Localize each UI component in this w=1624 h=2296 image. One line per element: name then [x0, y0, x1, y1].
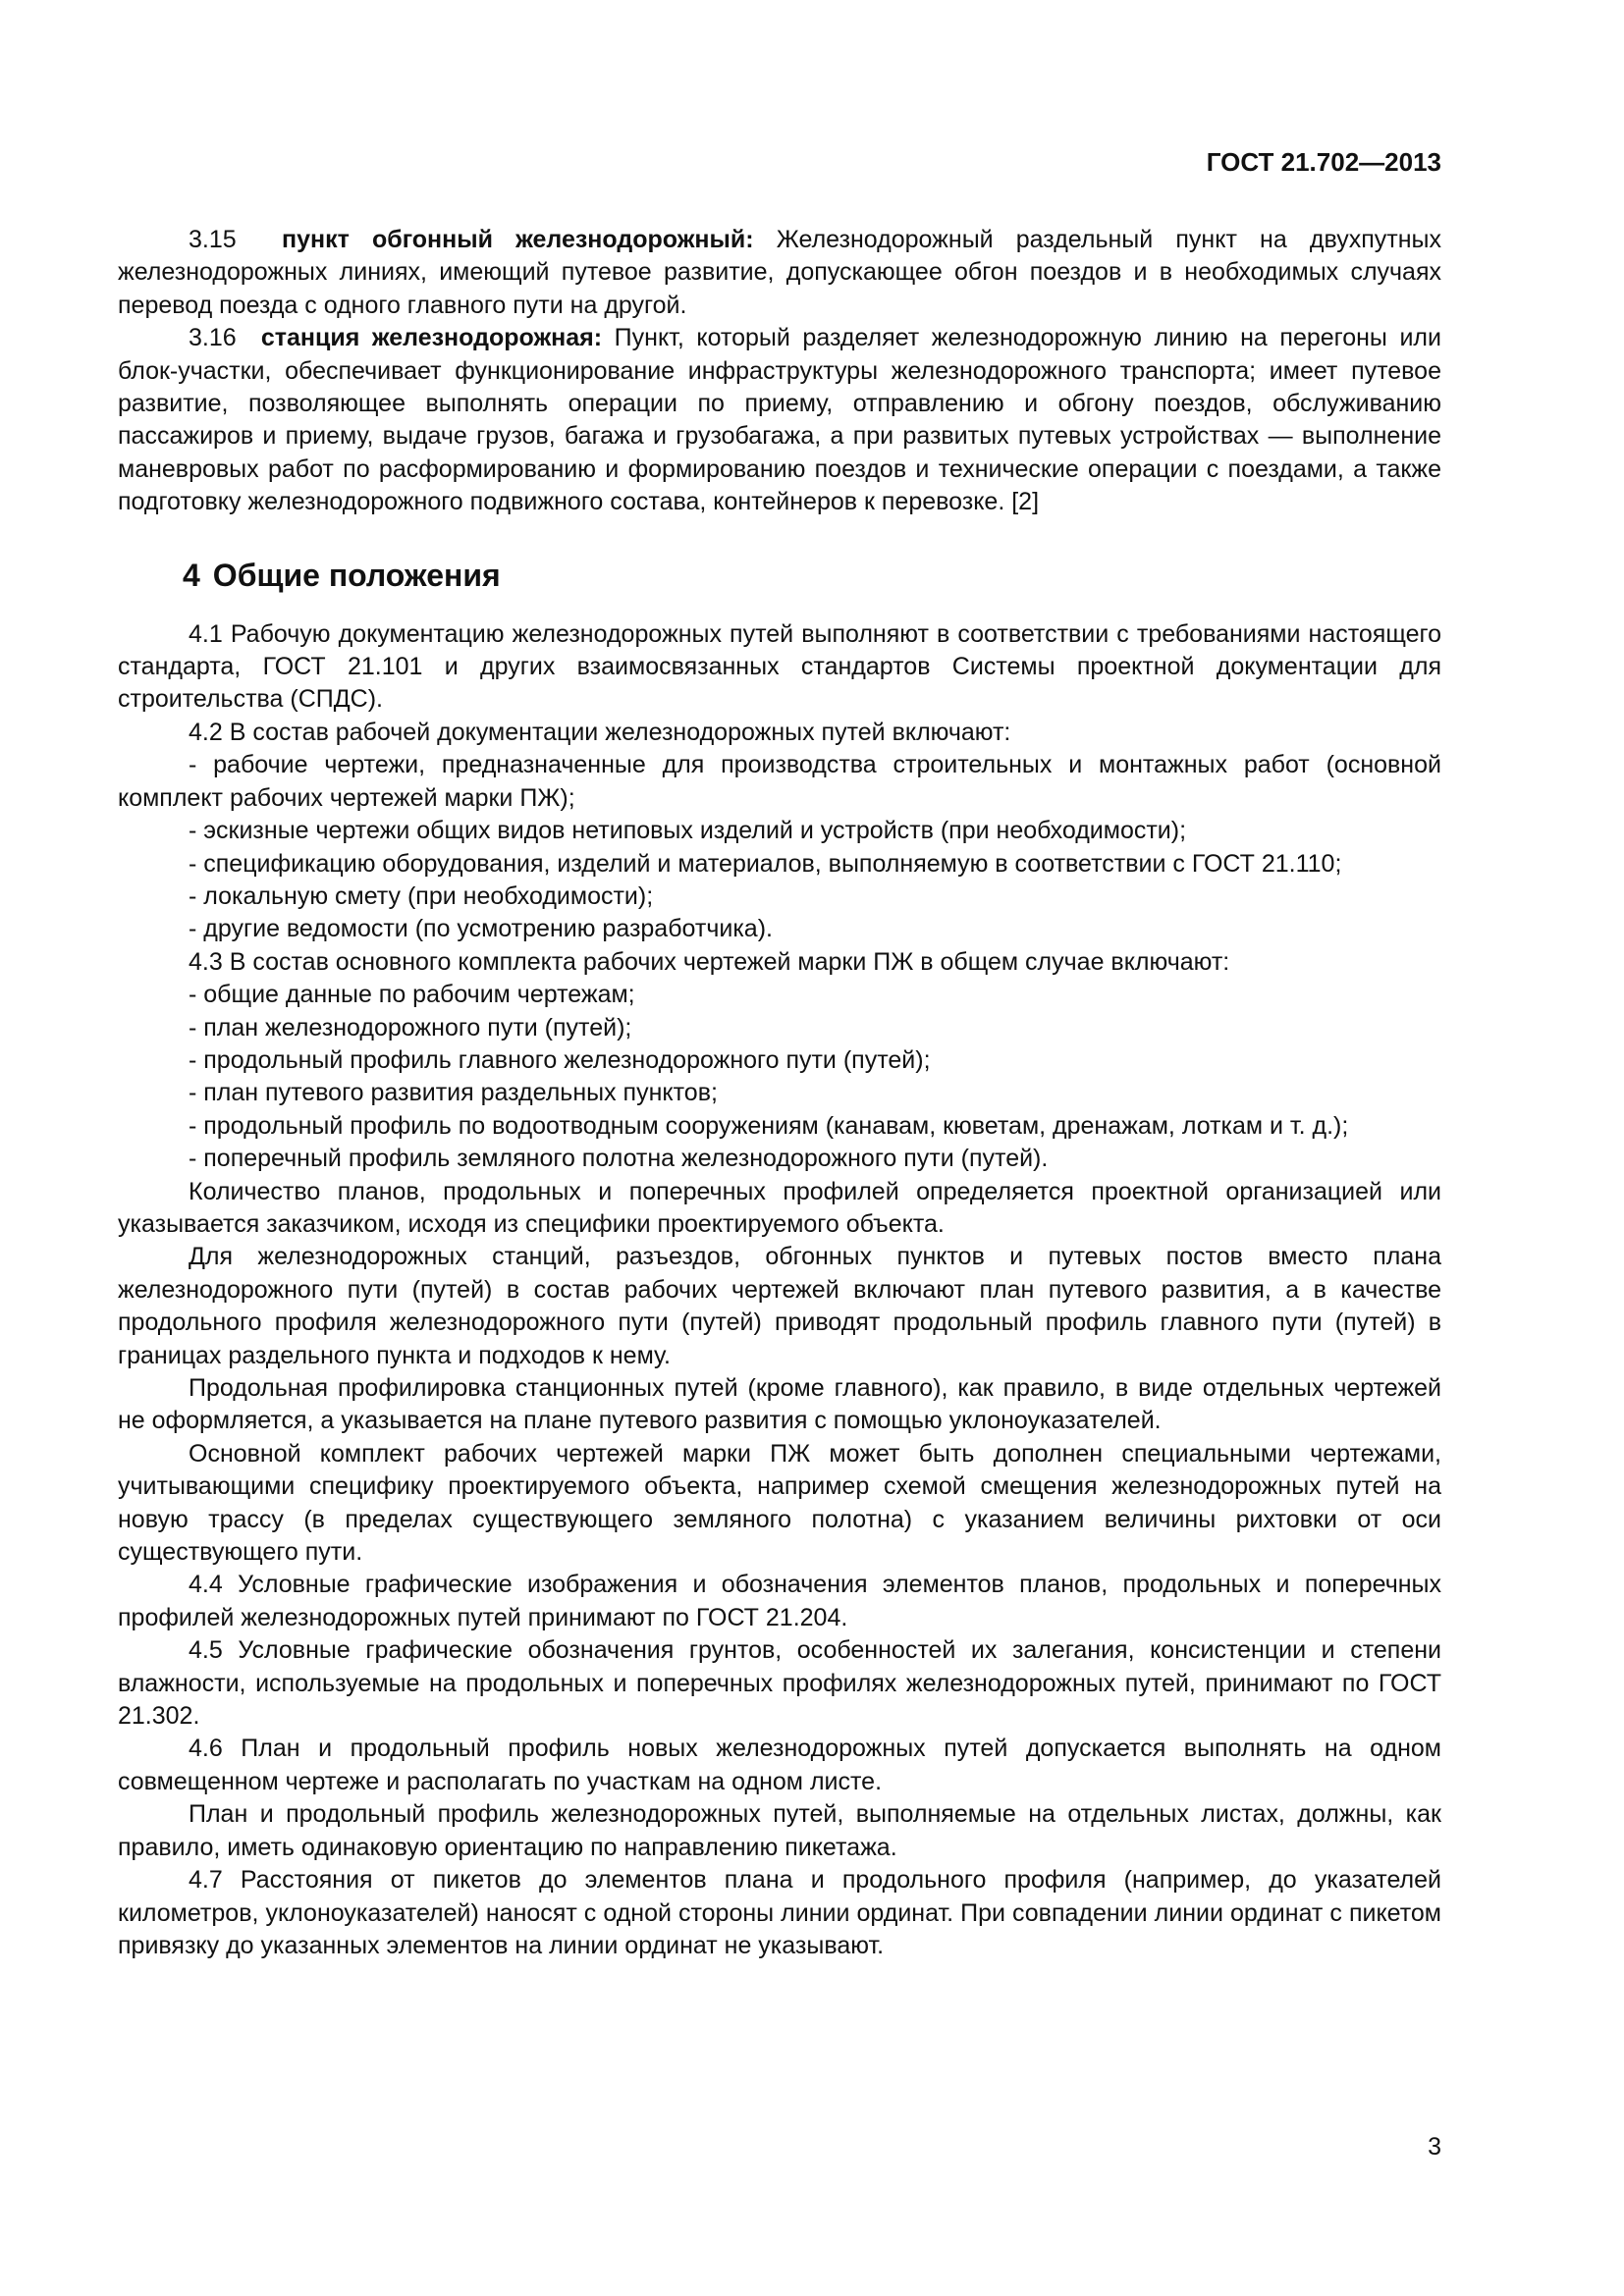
list-item: - продольный профиль по водоотводным сооружениям (канавам, кюветам, дренажам, лоткам и т. д.); [189, 1111, 1349, 1140]
definition-term: станция железнодорожная: [260, 324, 603, 352]
definition-3-15 [118, 224, 1441, 322]
list-item: - спецификацию оборудования, изделий и материалов, выполняемую в соответствии с ГОСТ 21.110; [189, 849, 1342, 878]
paragraph: Продольная профилировка станционных путей (кроме главного), как правило, в виде отдельных чертежей не оформляется, а указывается на плане путевого развития с помощью уклоноуказателей. [118, 1374, 1441, 1435]
paragraph: 4.5 Условные графические обозначения грунтов, особенностей их залегания, консистенции и степени влажности, используемые на продольных и поперечных профилях железнодорожных путей, принимают по ГОСТ 21.302. [118, 1636, 1441, 1731]
list-item: - поперечный профиль земляного полотна железнодорожного пути (путей). [189, 1145, 1049, 1173]
list-item: - общие данные по рабочим чертежам; [189, 981, 635, 1009]
definition-number: 3.16 [189, 324, 237, 352]
list-item: - эскизные чертежи общих видов нетиповых изделий и устройств (при необходимости); [189, 817, 1187, 845]
list-item: - другие ведомости (по усмотрению разработчика). [189, 915, 773, 943]
paragraph: 4.3 В состав основного комплекта рабочих чертежей марки ПЖ в общем случае включают: [189, 947, 1230, 976]
paragraph: 4.4 Условные графические изображения и обозначения элементов планов, продольных и поперечных профилей железнодорожных путей принимают по ГОСТ 21.204. [118, 1571, 1441, 1631]
list-item: - план путевого развития раздельных пунктов; [189, 1079, 718, 1107]
paragraph: План и продольный профиль железнодорожных путей, выполняемые на отдельных листах, должны, как правило, иметь одинаковую ориентацию по направлению пикетажа. [118, 1800, 1441, 1861]
paragraph: 4.1 Рабочую документацию железнодорожных путей выполняют в соответствии с требованиями настоящего стандарта, ГОСТ 21.101 и других взаимосвязанных стандартов Системы проектной документации для строительства (СПДС). [118, 619, 1441, 714]
list-item: - план железнодорожного пути (путей); [189, 1013, 632, 1041]
definition-text: Пункт, который разделяет железнодорожную линию на перегоны или блок-участки, обеспечивает функционирование инфраструктуры железнодорожного транспорта; имеет путевое развитие, позволяющее выполнять операции по приему, отправлению и обгону поездов, обслуживанию пассажиров и приему, выдаче грузов, багажа и грузобагажа, а при развитых путевых устройствах — выполнение маневровых работ по расформированию и формированию поездов и технические операции с поездами, а также подготовку железнодорожного подвижного состава, контейнеров к перевозке. [2] [118, 324, 1441, 516]
list-item: - локальную смету (при необходимости); [189, 881, 654, 910]
paragraph: Основной комплект рабочих чертежей марки ПЖ может быть дополнен специальными чертежами, учитывающими специфику проектируемого объекта, например схемой смещения железнодорожных путей на новую трассу (в пределах существующего земляного полотна) с указанием величины рихтовки от оси существующего пути. [118, 1439, 1441, 1567]
paragraph: 4.6 План и продольный профиль новых железнодорожных путей допускается выполнять на одном совмещенном чертеже и располагать по участкам на одном листе. [118, 1735, 1441, 1795]
definition-term: пункт обгонный железнодорожный: [281, 226, 754, 253]
paragraph: Количество планов, продольных и поперечных профилей определяется проектной организацией или указывается заказчиком, исходя из специфики проектируемого объекта. [118, 1177, 1441, 1238]
definition-3-16 [118, 322, 1441, 518]
list-item: - рабочие чертежи, предназначенные для производства строительных и монтажных работ (основной комплект рабочих чертежей марки ПЖ); [118, 751, 1441, 812]
section-heading [118, 556, 1441, 595]
list-item: - продольный профиль главного железнодорожного пути (путей); [189, 1045, 931, 1074]
document-number-header: ГОСТ 21.702—2013 [1206, 147, 1441, 177]
section-title: Общие положения [212, 557, 501, 593]
definition-text: Железнодорожный раздельный пункт на двухпутных железнодорожных линиях, имеющий путевое развитие, допускающее обгон поездов и в необходимых случаях перевод поезда с одного главного пути на другой. [118, 226, 1441, 319]
definition-number: 3.15 [189, 226, 237, 253]
page-content [118, 224, 1441, 1962]
page-number: 3 [1428, 2133, 1441, 2161]
section-number: 4 [183, 557, 200, 593]
paragraph: 4.7 Расстояния от пикетов до элементов плана и продольного профиля (например, до указателей километров, уклоноуказателей) наносят с одной стороны линии ординат. При совпадении линии ординат с пикетом привязку до указанных элементов на линии ординат не указывают. [118, 1866, 1441, 1959]
paragraph: Для железнодорожных станций, разъездов, обгонных пунктов и путевых постов вместо плана железнодорожного пути (путей) в состав рабочих чертежей включают план путевого развития, а в качестве продольного профиля железнодорожного пути (путей) приводят продольный профиль главного пути (путей) в границах раздельного пункта и подходов к нему. [118, 1243, 1441, 1369]
paragraph: 4.2 В состав рабочей документации железнодорожных путей включают: [189, 718, 1011, 746]
